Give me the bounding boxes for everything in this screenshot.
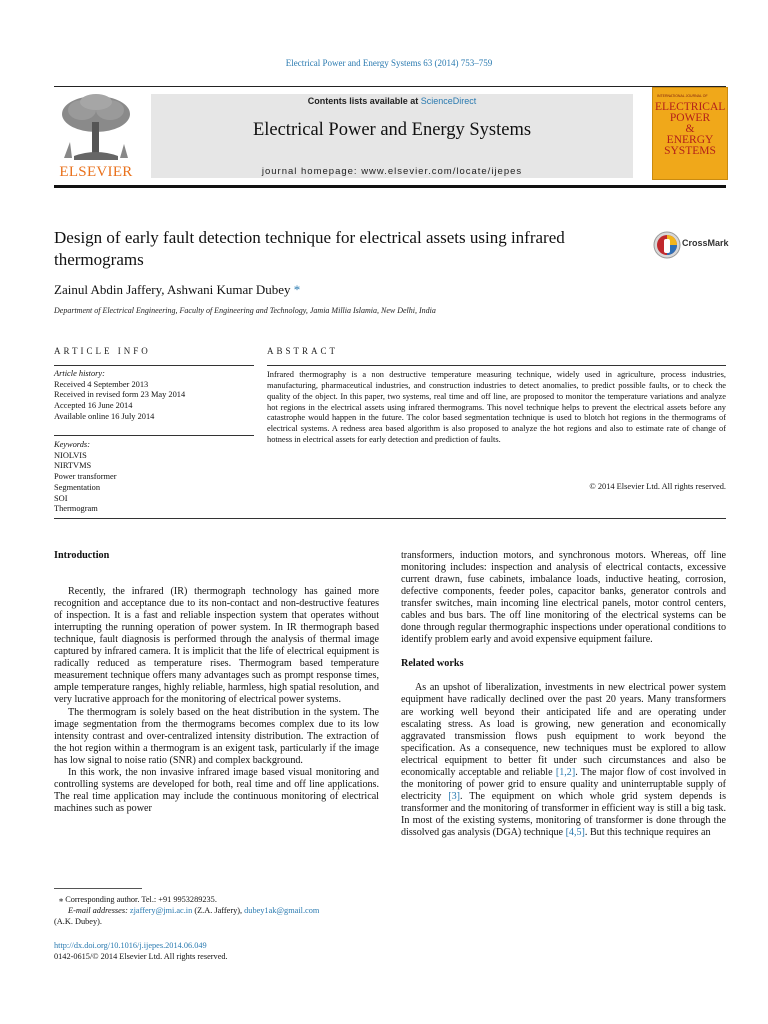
paper-title: Design of early fault detection technique for electrical assets using infrared thermograms <box>54 228 565 269</box>
article-info-rule <box>54 365 254 366</box>
sciencedirect-link[interactable]: ScienceDirect <box>420 96 477 106</box>
abstract-rule <box>267 365 726 366</box>
footnote-rule <box>54 888 142 889</box>
keyword-item: Segmentation <box>54 482 101 492</box>
body-paragraph: Recently, the infrared (IR) thermograph technology has gained more recognition and acceptance due to its non-contact and non-destructive features of inspection. It is a fast and reliable inspection system that operates without interrupting the running operation of power system. In IR thermograph based technique, fault diagnosis is performed through the analysis of thermal image captured by infrared camera. It is implicit that the life of electrical equipment is radically reduced as temperature rises. Thermogram based temperature measurement technique offers many advantages such as prompt response times, ample temperature ranges, highly reliable, harmless, high spatial resolution, and very lucrative approach for the monitoring of electrical power systems. <box>54 586 379 706</box>
cover-title-line: POWER <box>669 112 711 124</box>
body-paragraph <box>401 682 726 839</box>
history-label: Article history: <box>54 369 105 378</box>
body-paragraph: In this work, the non invasive infrared image based visual monitoring and controlling systems are developed for both, real time and off line applications. The real time application may include the continuous monitoring of electrical machines such as power <box>54 766 379 814</box>
article-history <box>54 369 254 423</box>
journal-homepage[interactable]: journal homepage: www.elsevier.com/locate/ijepes <box>261 166 523 177</box>
journal-title: Electrical Power and Energy Systems <box>252 120 532 140</box>
cover-title-line: ELECTRICAL <box>655 101 726 113</box>
cover-title-line: & <box>685 123 695 135</box>
history-item: Accepted 16 June 2014 <box>54 401 133 411</box>
text-run: As an upshot of liberalization, investments in new electrical power system equipment have radically declined over the past 20 years. Many transformers are working well beyond their anticipated life and are operating under escalating stress. As load is growing, new generation and economically aggravated transmission flows push equipment to work beyond the specification. As a consequence, new techniques must be explored to allow electrical equipment to better fit under such circumstances and also be economically acceptable and reliable <box>401 682 726 778</box>
reference-link[interactable]: [3] <box>448 790 461 802</box>
cover-title-line: ENERGY <box>666 134 714 146</box>
author-list <box>54 282 300 298</box>
journal-banner <box>151 94 633 178</box>
history-item: Received in revised form 23 May 2014 <box>54 390 186 400</box>
cover-small-text: INTERNATIONAL JOURNAL OF <box>657 94 708 98</box>
crossmark-icon <box>653 231 681 259</box>
keyword-item: NIOLVIS <box>54 450 87 460</box>
abstract-heading: ABSTRACT <box>267 346 339 356</box>
body-paragraph: transformers, induction motors, and synchronous motors. Whereas, off line monitoring includes: inspection and analysis of electrical contacts, excessive current drawn, fuse cabinets, imbalance loads, inductive heating, corrosion, defective components, feeder poles, capacitor banks, generator controls and transfer switches, main incoming line electrical panels, motor control centers, cables and bus bars. The off line monitoring of the electrical systems can be done through regular thermographic inspections under operational conditions to identify problem early and avoid expensive equipment failure. <box>401 550 726 646</box>
related-works-heading: Related works <box>401 658 464 670</box>
footnote <box>54 894 379 927</box>
journal-citation[interactable]: Electrical Power and Energy Systems 63 (2014) 753–759 <box>285 58 493 68</box>
keyword-item: SOI <box>54 493 68 503</box>
cover-title-line: SYSTEMS <box>664 145 716 157</box>
reference-link[interactable]: [1,2] <box>555 766 576 778</box>
body-paragraph: The thermogram is solely based on the heat distribution in the system. The image segmentation from the thermograms becomes complex due to its low intensity contrast and over-centralized intensity distribution. The extraction of the hot region within a thermogram is an exigent task, particularly if the image has low signal to noise ratio (SNR) and complex background. <box>54 706 379 766</box>
keyword-item: Power transformer <box>54 472 117 482</box>
doi-link[interactable]: http://dx.doi.org/10.1016/j.ijepes.2014.06.049 <box>54 941 207 950</box>
corresponding-author-mark[interactable]: * <box>293 282 301 297</box>
introduction-heading: Introduction <box>54 550 110 561</box>
history-item: Available online 16 July 2014 <box>54 411 155 421</box>
email-owner: (Z.A. Jaffery), <box>194 906 243 915</box>
text-run: . The equipment on which whole grid system depends is transformer and the monitoring of transformer in efficient way is still a big task. In most of the existing systems, monitoring of transformer is done through the dissolved gas analysis (DGA) technique <box>401 790 727 838</box>
header-rule-thick <box>54 185 726 188</box>
text-run: . But this technique requires an <box>584 826 711 838</box>
keyword-item: NIRTVMS <box>54 461 92 471</box>
cover-title <box>655 102 725 157</box>
keyword-item: Thermogram <box>54 504 98 514</box>
issn-line: 0142-0615/© 2014 Elsevier Ltd. All rights reserved. <box>54 952 228 961</box>
crossmark-label[interactable]: CrossMark <box>682 238 729 248</box>
keywords-label: Keywords: <box>54 440 90 449</box>
contents-prefix: Contents lists available at <box>307 96 421 106</box>
text-run: . The major flow of cost involved in the monitoring of power grid to ensure quality and uninterruptable supply of electricity <box>401 766 726 802</box>
keywords <box>54 440 254 515</box>
authors-names[interactable]: Zainul Abdin Jaffery, Ashwani Kumar Dubey <box>54 282 291 297</box>
reference-link[interactable]: [4,5] <box>565 826 585 838</box>
abstract-bottom-rule <box>54 518 726 519</box>
journal-cover <box>652 87 728 180</box>
body-column-left <box>54 550 379 815</box>
email-owner: (A.K. Dubey). <box>54 917 102 926</box>
abstract-text: Infrared thermography is a non destructive temperature measuring technique, widely used in agriculture, process industries, manufacturing, pharmaceutical industries, and construction industries to detect anomalies, to predict possible faults, or to check the quality of the object. In this paper, two systems, real time and off line, are proposed to monitor the temperature variations and analyze hot regions in the electrical assets using infrared thermograms. This novel technique helps to prevent the electrical assets before any catastrophe would happen in the future. The color based segmentation technique is used to blotch hot regions in the thermograms of electrical systems. A redness area based algorithm is also proposed to analyze the hot regions and also to estimate rate of change of hotness in electrical assets for early detection and prediction of faults. <box>267 370 726 445</box>
contents-line <box>151 96 633 106</box>
email-link[interactable]: zjaffery@jmi.ac.in <box>129 906 193 915</box>
affiliation: Department of Electrical Engineering, Faculty of Engineering and Technology, Jamia Millia Islamia, New Delhi, India <box>54 306 436 315</box>
body-column-right <box>401 550 726 839</box>
history-rule <box>54 435 254 436</box>
corresponding-author-note: ⁎ Corresponding author. Tel.: +91 9953289235. <box>59 895 217 904</box>
email-label: E-mail addresses: <box>68 906 128 915</box>
article-info-heading: ARTICLE INFO <box>54 346 151 356</box>
abstract-copyright: © 2014 Elsevier Ltd. All rights reserved. <box>589 482 726 491</box>
header-rule <box>54 86 726 87</box>
email-line <box>54 905 379 916</box>
elsevier-wordmark: ELSEVIER <box>59 164 133 180</box>
history-item: Received 4 September 2013 <box>54 379 149 389</box>
email-link[interactable]: dubey1ak@gmail.com <box>244 906 320 915</box>
